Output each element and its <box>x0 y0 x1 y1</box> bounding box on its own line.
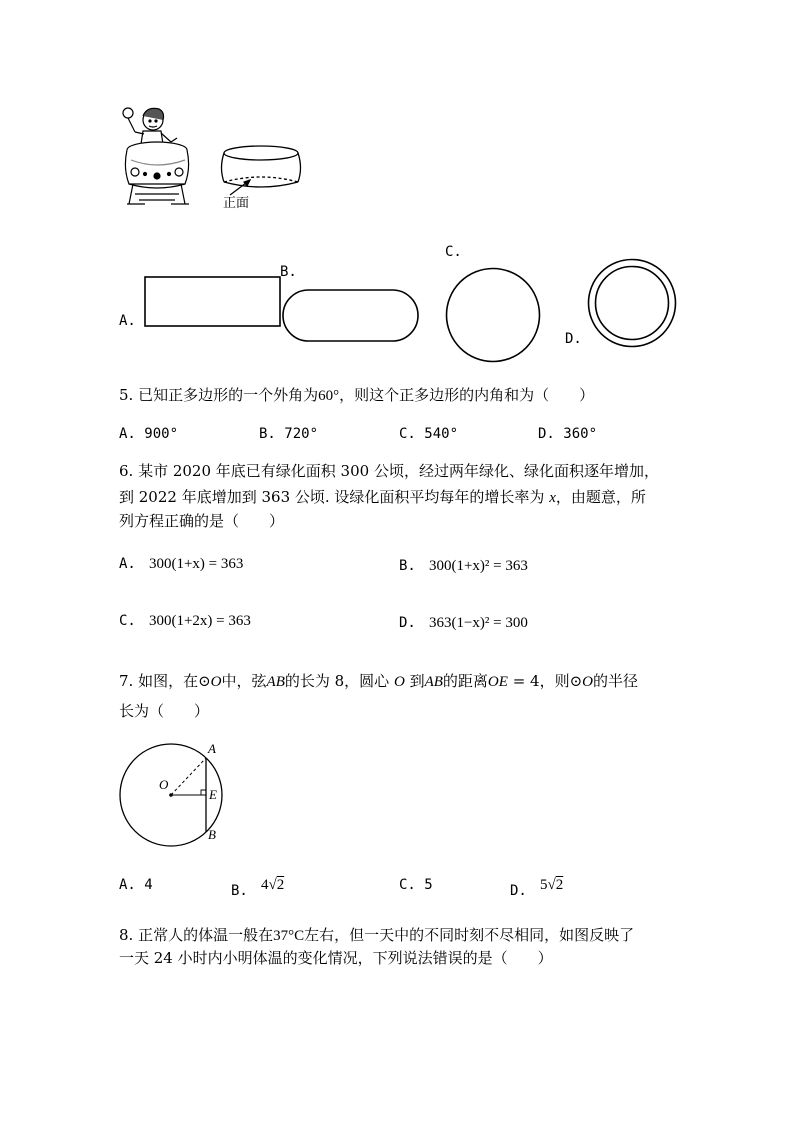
q4-option-a-label: A. <box>119 313 136 329</box>
q6-stem-line3: 列方程正确的是（ ） <box>119 512 285 530</box>
q7-option-a: A. 4 <box>119 877 153 893</box>
q7-stem-line2: 长为（ ） <box>119 702 210 720</box>
label-a: A <box>208 741 216 756</box>
q6-option-d: D. 363(1−x)² = 300 <box>399 615 528 631</box>
label-b: B <box>208 827 216 842</box>
q6-stem-line1: 6. 某市 2020 年底已有绿化面积 300 公顷，经过两年绿化、绿化面积逐年增加， <box>119 462 659 480</box>
circle-symbol: ⊙ <box>198 674 211 690</box>
q6-option-c: C. 300(1+2x) = 363 <box>119 613 251 629</box>
q8-stem-line2: 一天 24 小时内小明体温的变化情况，下列说法错误的是（ ） <box>119 949 553 967</box>
q4-option-b-rounded-rect <box>282 289 420 343</box>
q4-option-d-double-circle <box>587 258 677 348</box>
q7-stem-line1: 7. 如图，在⊙O中，弦AB的长为 8，圆心 O 到AB的距离OE = 4，则⊙O的半径 <box>119 672 639 690</box>
q7-option-d: D. 5√2 <box>510 877 564 899</box>
q4-option-c-circle <box>445 267 541 363</box>
q4-option-d-label: D. <box>565 331 582 347</box>
q5-option-c: C. 540° <box>399 426 459 442</box>
q7-circle-figure <box>112 738 232 848</box>
q4-option-b-label: B. <box>280 264 297 280</box>
q5-stem: 5. 已知正多边形的一个外角为60°，则这个正多边形的内角和为（ ） <box>119 386 595 404</box>
q6-stem-line2: 到 2022 年底增加到 363 公顷. 设绿化面积平均每年的增长率为 x，由题意，所 <box>119 488 646 506</box>
q8-stem-line1: 8. 正常人的体温一般在37°C左右，但一天中的不同时刻不尽相同，如图反映了 <box>119 926 635 944</box>
q5-option-a: A. 900° <box>119 426 179 442</box>
sqrt-icon: √2 <box>268 877 285 893</box>
q5-option-b: B. 720° <box>259 426 319 442</box>
drum-figure <box>115 100 315 215</box>
front-label: 正面 <box>223 196 250 211</box>
q4-option-a-rectangle <box>144 276 282 328</box>
drum-shape-3d <box>222 146 301 187</box>
q6-option-a: A. 300(1+x) = 363 <box>119 556 244 572</box>
q4-option-c-label: C. <box>445 244 462 260</box>
q5-option-d: D. 360° <box>538 426 598 442</box>
q7-option-b: B. 4√2 <box>231 877 285 899</box>
q6-option-b: B. 300(1+x)² = 363 <box>399 558 528 574</box>
label-o: O <box>159 777 169 792</box>
boy-drummer-illustration <box>123 108 189 204</box>
q7-option-c: C. 5 <box>399 877 433 893</box>
label-e: E <box>209 787 217 802</box>
sqrt-icon: √2 <box>547 877 564 893</box>
